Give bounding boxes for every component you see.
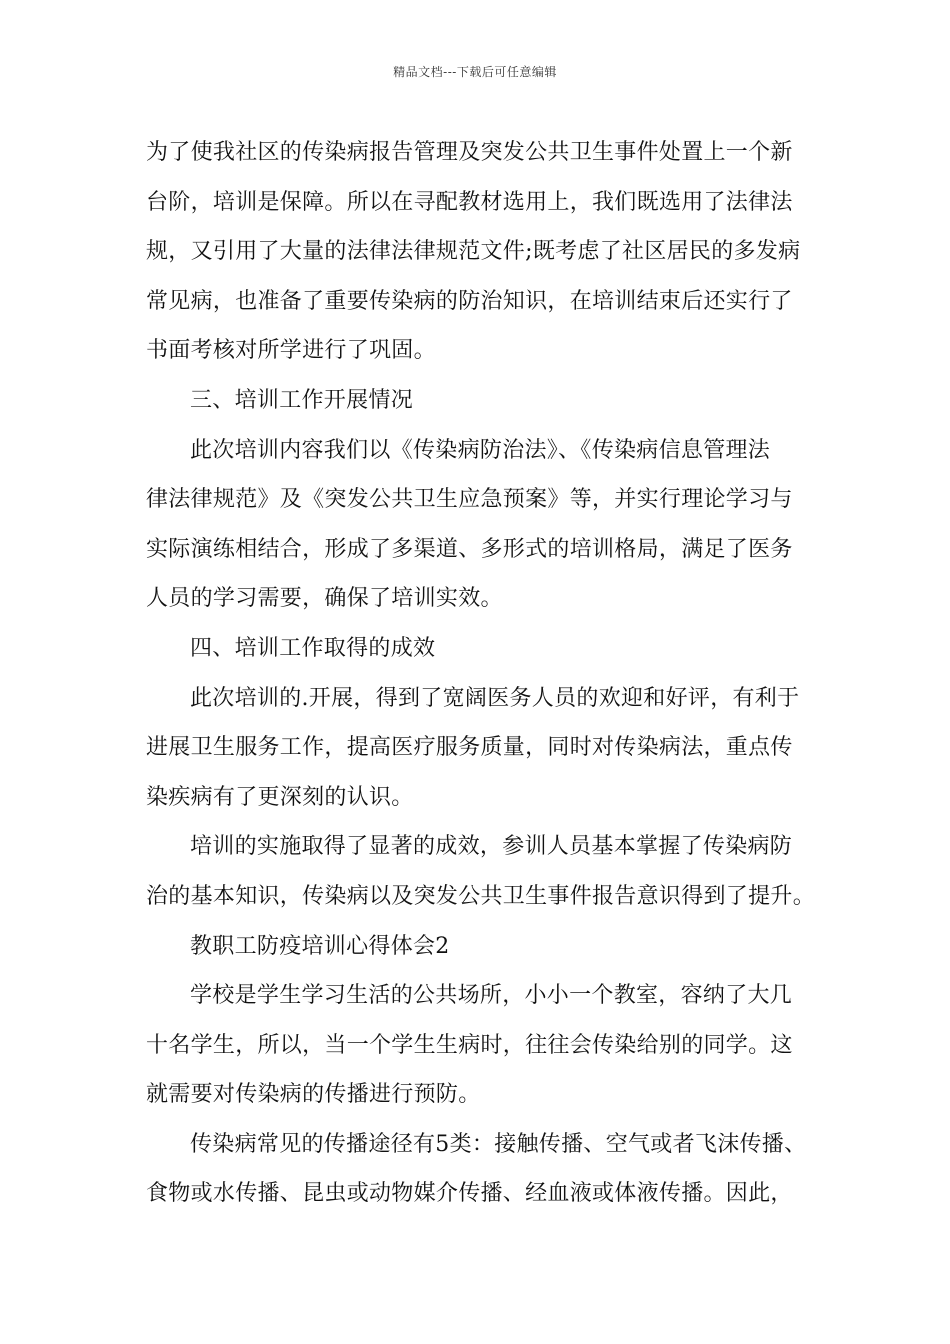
paragraph-school: [146, 971, 831, 1120]
text-line: 进展卫生服务工作，提高医疗服务质量，同时对传染病法，重点传: [146, 735, 793, 761]
text-line: 书面考核对所学进行了巩固。: [146, 338, 436, 364]
text-line: 学校是学生学习生活的公共场所，小小一个教室，容纳了大几: [190, 983, 793, 1009]
text-line: 教职工防疫培训心得体会2: [190, 933, 450, 959]
text-line: 食物或水传播、昆虫或动物媒介传播、经血液或体液传播。因此，: [146, 1181, 793, 1207]
text-line: 常见病，也准备了重要传染病的防治知识，在培训结束后还实行了: [146, 288, 793, 314]
text-line: 治的基本知识，传染病以及突发公共卫生事件报告意识得到了提升。: [146, 883, 816, 909]
text-line: 培训的实施取得了显著的成效，参训人员基本掌握了传染病防: [190, 834, 793, 860]
section-heading-four: [146, 624, 831, 674]
paragraph-training-content: [146, 426, 831, 624]
paragraph-continuation: [146, 128, 831, 376]
paragraph-training-effect: [146, 822, 831, 921]
text-line: 为了使我社区的传染病报告管理及突发公共卫生事件处置上一个新: [146, 140, 793, 165]
text-line: 十名学生，所以，当一个学生生病时，往往会传染给别的同学。这: [146, 1032, 793, 1058]
text-line: 就需要对传染病的传播进行预防。: [146, 1082, 481, 1108]
paragraph-transmission-routes: [146, 1120, 831, 1219]
document-body: [146, 128, 831, 1219]
text-line: 实际演练相结合，形成了多渠道、多形式的培训格局，满足了医务: [146, 536, 793, 562]
text-line: 四、培训工作取得的成效: [190, 635, 436, 661]
text-line: 台阶，培训是保障。所以在寻配教材选用上，我们既选用了法律法: [146, 189, 793, 215]
section-title-part-two: [146, 922, 831, 972]
text-line: 人员的学习需要，确保了培训实效。: [146, 586, 503, 612]
section-heading-three: [146, 376, 831, 426]
page-header: 精品文档---下载后可任意编辑: [393, 65, 557, 79]
text-line: 规，又引用了大量的法律法律规范文件;既考虑了社区居民的多发病: [146, 239, 801, 265]
text-line: 此次培训的.开展，得到了宽阔医务人员的欢迎和好评，有利于: [190, 685, 800, 711]
text-line: 三、培训工作开展情况: [190, 387, 414, 413]
text-line: 律法律规范》及《突发公共卫生应急预案》等，并实行理论学习与: [146, 487, 793, 513]
paragraph-training-results: [146, 674, 831, 823]
text-line: 染疾病有了更深刻的认识。: [146, 784, 414, 810]
text-line: 传染病常见的传播途径有5类：接触传播、空气或者飞沫传播、: [190, 1131, 807, 1157]
text-line: 此次培训内容我们以《传染病防治法》、《传染病信息管理法: [190, 437, 771, 463]
